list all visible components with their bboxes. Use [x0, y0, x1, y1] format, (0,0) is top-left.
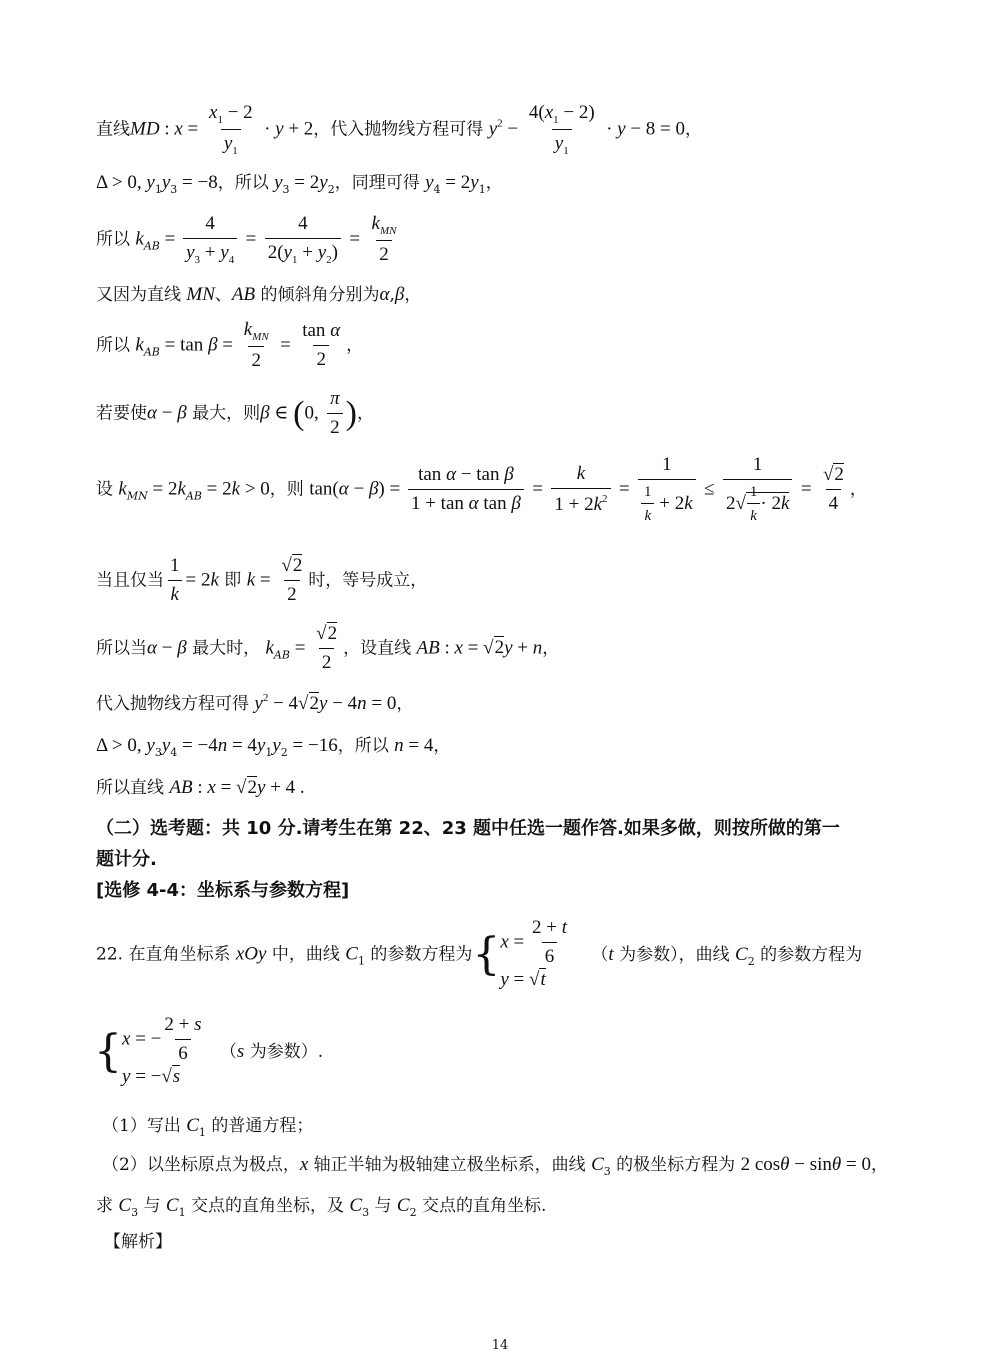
solution-line-2: Δ > 0, $y_1y_3 = -8$，所以 $y_3 = 2y_2$，同理可得 $y_4 = 2y_1$，: [96, 172, 503, 196]
solution-line-9: 所以当α − β 最大时， $k_{AB}$ = $\frac{√2}{2}$ ，设直线 AB : x = √2y + n，: [96, 623, 560, 673]
problem-22-intro: 22. 在直角坐标系 xOy 中，曲线 $C_1$ 的参数方程为{ x = $\frac{2 + t}{6}$ y = √t （t 为参数），曲线 $C_2$ 的参数方程为: [96, 917, 863, 990]
solution-line-3: 所以 $k_{AB}$ = $\frac{4}{y_3 + y_4}$ = $\frac{4}{2(y_1 + y_2)}$ = $\frac{k_{MN}}{2}$: [96, 213, 397, 266]
problem-22-c2: { x = − $\frac{2 + s}{6}$ y = −√s （s 为参数）.: [94, 1014, 324, 1087]
section-heading-line-1: （二）选考题：共 10 分.请考生在第 22、23 题中任选一题作答.如果多做，则按所做的第一: [96, 818, 840, 839]
solution-line-6: 若要使α − β 最大，则β ∈ (0, $\frac{\pi}{2}$ )，: [96, 388, 374, 438]
analysis-label: 【解析】: [104, 1232, 172, 1252]
problem-22-part-1: （1）写出 $C_1$ 的普通方程；: [102, 1115, 314, 1139]
problem-22-part-2-line-1: （2）以坐标原点为极点，x 轴正半轴为极轴建立极坐标系，曲线 $C_3$ 的极坐标方程为 2 cosθ − sinθ = 0，: [102, 1154, 888, 1178]
section-heading-line-2: 题计分.: [96, 849, 157, 870]
solution-line-4: 又因为直线 MN、AB 的倾斜角分别为α,β，: [96, 284, 422, 305]
solution-line-11: Δ > 0, $y_3y_4 = -4n = 4y_1y_2 = -16$，所以 n = 4，: [96, 735, 451, 759]
page-number: 14: [491, 1338, 509, 1353]
solution-line-8: 当且仅当 $\frac{1}{k}$ = 2k 即 k = $\frac{√2}{2}$ 时，等号成立，: [96, 555, 428, 605]
elective-title: [选修 4-4：坐标系与参数方程]: [96, 880, 350, 901]
solution-line-10: 代入抛物线方程可得 $y^2 - 4√2y - 4n = 0$，: [96, 692, 414, 714]
solution-line-12: 所以直线 AB : x = √2y + 4 .: [96, 777, 305, 798]
solution-line-1: 直线MD : x = $\frac{x_1 - 2}{y_1}$ · y + 2，代入抛物线方程可得 $y^2$ − $\frac{4(x_1 - 2)}{y_1}$ · y − 8 = 0，: [96, 102, 703, 158]
solution-line-7: 设 $k_{MN} = 2k_{AB} = 2k > 0$，则 tan(α − β) = $\frac{\text{tan α − tan β}}{\text{1 + tan α tan β}}$ = $\frac{k}{1 + 2k^2}$ = 1 $\frac{1}{k}$ + 2k ≤ 1 2√ $\frac{1}{k}$ · 2k = $\frac{√2}{4}$ ，: [96, 454, 867, 525]
problem-22-part-2-line-2: 求 $C_3$ 与 $C_1$ 交点的直角坐标，及 $C_3$ 与 $C_2$ 交点的直角坐标.: [96, 1195, 547, 1219]
solution-line-5: 所以 $k_{AB} = \tan \beta$ = $\frac{k_{MN}}{2}$ = $\frac{\text{tan α}}{2}$ ，: [96, 319, 364, 372]
